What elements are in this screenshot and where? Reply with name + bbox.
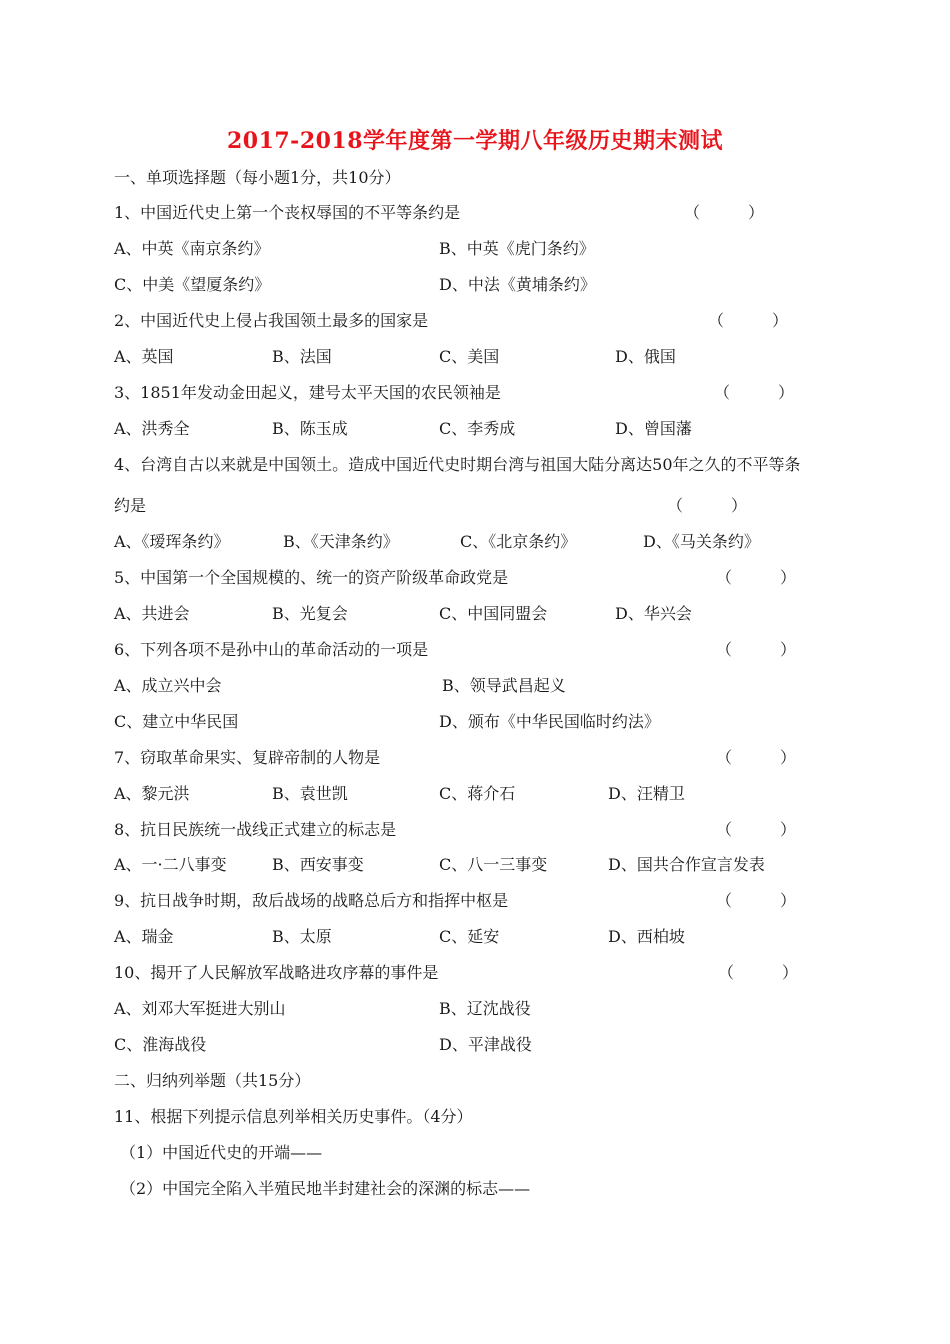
q3-option-a: A、洪秀全 bbox=[114, 419, 190, 438]
q6-option-a: A、成立兴中会 bbox=[114, 676, 222, 695]
q4-option-b: B、《天津条约》 bbox=[283, 532, 399, 551]
q2-option-b: B、法国 bbox=[272, 347, 332, 366]
q8-option-c: C、八一三事变 bbox=[439, 855, 548, 874]
question-9: 9、抗日战争时期，敌后战场的战略总后方和指挥中枢是 bbox=[114, 891, 509, 910]
answer-blank-9[interactable]: （ ） bbox=[716, 891, 797, 910]
answer-blank-1[interactable]: （ ） bbox=[684, 203, 765, 222]
question-1: 1、中国近代史上第一个丧权辱国的不平等条约是 bbox=[114, 203, 461, 222]
q1-option-c: C、中美《望厦条约》 bbox=[114, 275, 271, 294]
q3-option-b: B、陈玉成 bbox=[272, 419, 348, 438]
q10-option-a: A、刘邓大军挺进大别山 bbox=[114, 999, 286, 1018]
q7-option-d: D、汪精卫 bbox=[608, 784, 685, 803]
answer-blank-3[interactable]: （ ） bbox=[714, 383, 795, 402]
answer-blank-4[interactable]: （ ） bbox=[667, 496, 748, 515]
q6-option-b: B、领导武昌起义 bbox=[442, 676, 566, 695]
question-7: 7、窃取革命果实、复辟帝制的人物是 bbox=[114, 748, 381, 767]
q8-option-b: B、西安事变 bbox=[272, 855, 364, 874]
q9-option-d: D、西柏坡 bbox=[608, 927, 685, 946]
question-5: 5、中国第一个全国规模的、统一的资产阶级革命政党是 bbox=[114, 568, 509, 587]
q4-option-a: A、《瑷珲条约》 bbox=[114, 532, 230, 551]
page-title: 2017-2018学年度第一学期八年级历史期末测试 bbox=[226, 128, 724, 154]
q7-option-b: B、袁世凯 bbox=[272, 784, 348, 803]
answer-blank-6[interactable]: （ ） bbox=[716, 640, 797, 659]
question-3: 3、1851年发动金田起义，建号太平天国的农民领袖是 bbox=[114, 383, 501, 402]
question-4: 4、台湾自古以来就是中国领土。造成中国近代史时期台湾与祖国大陆分离达50年之久的不平等条 bbox=[114, 455, 801, 474]
answer-blank-7[interactable]: （ ） bbox=[716, 748, 797, 767]
answer-blank-10[interactable]: （ ） bbox=[718, 963, 799, 982]
q11-item-2: （2）中国完全陷入半殖民地半封建社会的深渊的标志—— bbox=[120, 1179, 531, 1198]
q6-option-d: D、颁布《中华民国临时约法》 bbox=[439, 712, 660, 731]
question-10: 10、揭开了人民解放军战略进攻序幕的事件是 bbox=[114, 963, 439, 982]
q4-option-c: C、《北京条约》 bbox=[460, 532, 577, 551]
q6-option-c: C、建立中华民国 bbox=[114, 712, 239, 731]
q9-option-c: C、延安 bbox=[439, 927, 500, 946]
q10-option-c: C、淮海战役 bbox=[114, 1035, 207, 1054]
q5-option-b: B、光复会 bbox=[272, 604, 348, 623]
section-heading-2: 二、归纳列举题（共15分） bbox=[114, 1071, 311, 1090]
answer-blank-5[interactable]: （ ） bbox=[716, 568, 797, 587]
answer-blank-8[interactable]: （ ） bbox=[716, 820, 797, 839]
q1-option-d: D、中法《黄埔条约》 bbox=[439, 275, 596, 294]
q10-option-b: B、辽沈战役 bbox=[439, 999, 531, 1018]
q10-option-d: D、平津战役 bbox=[439, 1035, 532, 1054]
question-4-continued: 约是 bbox=[114, 496, 147, 515]
q2-option-c: C、美国 bbox=[439, 347, 500, 366]
q11-item-1: （1）中国近代史的开端—— bbox=[120, 1143, 323, 1162]
q2-option-d: D、俄国 bbox=[615, 347, 676, 366]
question-8: 8、抗日民族统一战线正式建立的标志是 bbox=[114, 820, 397, 839]
q7-option-c: C、蒋介石 bbox=[439, 784, 516, 803]
q2-option-a: A、英国 bbox=[114, 347, 174, 366]
q1-option-a: A、中英《南京条约》 bbox=[114, 239, 270, 258]
q3-option-c: C、李秀成 bbox=[439, 419, 516, 438]
q5-option-c: C、中国同盟会 bbox=[439, 604, 548, 623]
q8-option-d: D、国共合作宣言发表 bbox=[608, 855, 765, 874]
q5-option-d: D、华兴会 bbox=[615, 604, 692, 623]
q9-option-a: A、瑞金 bbox=[114, 927, 174, 946]
q5-option-a: A、共进会 bbox=[114, 604, 190, 623]
q1-option-b: B、中英《虎门条约》 bbox=[439, 239, 595, 258]
q8-option-a: A、一·二八事变 bbox=[114, 855, 227, 874]
question-6: 6、下列各项不是孙中山的革命活动的一项是 bbox=[114, 640, 429, 659]
answer-blank-2[interactable]: （ ） bbox=[708, 311, 789, 330]
q9-option-b: B、太原 bbox=[272, 927, 332, 946]
question-11: 11、根据下列提示信息列举相关历史事件。（4分） bbox=[114, 1107, 473, 1126]
section-heading-1: 一、单项选择题（每小题1分，共10分） bbox=[114, 168, 401, 187]
q7-option-a: A、黎元洪 bbox=[114, 784, 190, 803]
question-2: 2、中国近代史上侵占我国领土最多的国家是 bbox=[114, 311, 429, 330]
q3-option-d: D、曾国藩 bbox=[615, 419, 692, 438]
q4-option-d: D、《马关条约》 bbox=[643, 532, 760, 551]
